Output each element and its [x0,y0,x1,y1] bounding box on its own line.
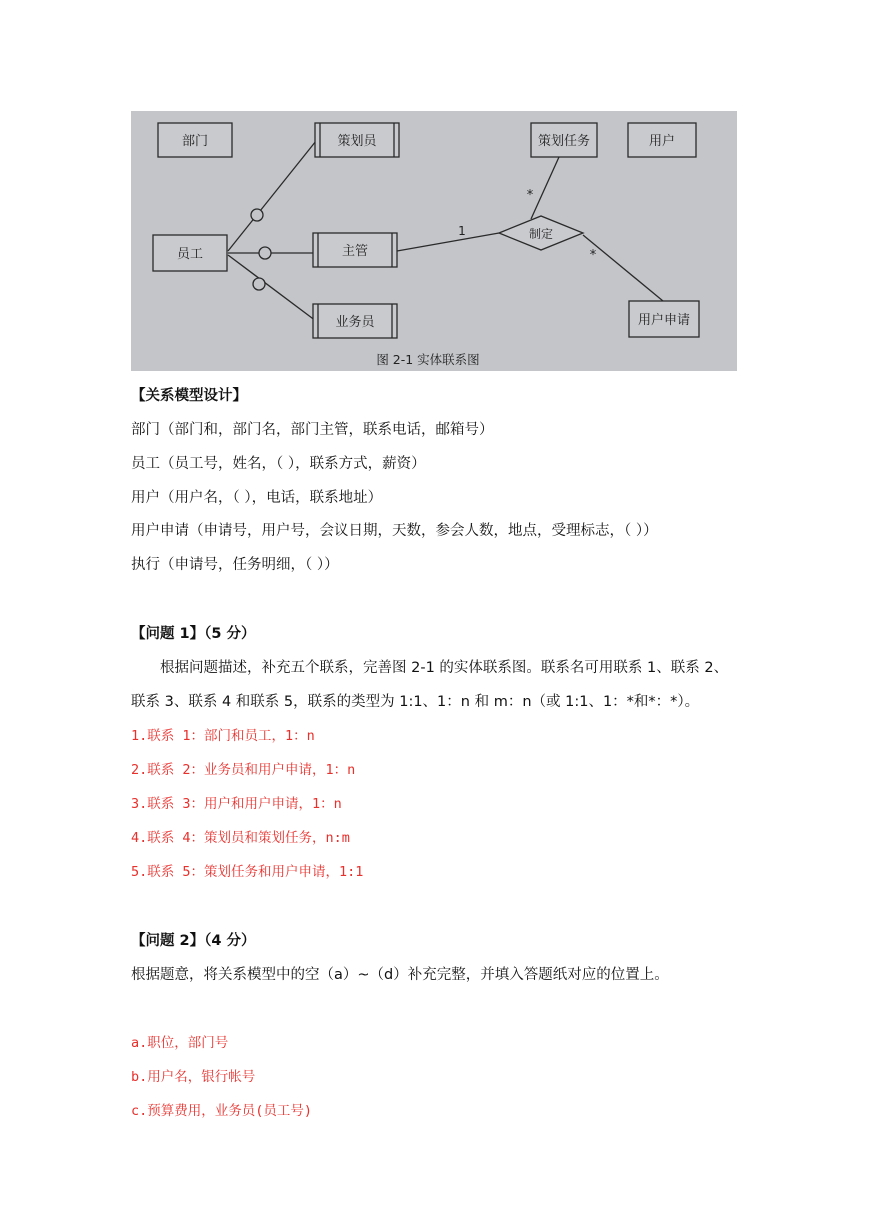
er-diagram [131,111,737,371]
line-employee-salesman [228,255,316,321]
subclass-circle-salesman [253,278,265,290]
line-relation-request [583,235,663,301]
model-heading: 【关系模型设计】 [131,388,247,404]
cardinality-one: 1 [458,224,466,238]
line-relation-task [531,157,559,219]
q1-answer-5: 5.联系 5：策划任务和用户申请，1:1 [131,864,364,880]
q2-answer-b: b.用户名，银行帐号 [131,1069,256,1085]
model-line-user: 用户（用户名，（ ），电话，联系地址） [131,490,383,506]
model-line-dept: 部门（部门和，部门名，部门主管，联系电话，邮箱号） [131,422,494,438]
q2-heading: 【问题 2】（4 分） [131,933,256,949]
er-diagram-svg [131,111,737,371]
q1-answer-4: 4.联系 4：策划员和策划任务，n:m [131,830,350,846]
model-line-employee: 员工（员工号，姓名，（ ），联系方式，薪资） [131,456,426,472]
q1-body-line1: 根据问题描述，补充五个联系，完善图 2-1 的实体联系图。联系名可用联系 1、联系 2、 [160,660,729,676]
line-manager-relation [397,233,499,251]
q2-body: 根据题意，将关系模型中的空（a）~（d）补充完整，并填入答题纸对应的位置上。 [131,967,669,983]
figure-caption: 图 2-1 实体联系图 [376,352,480,367]
subclass-circle-planner [251,209,263,221]
entity-task: 策划任务 [537,134,591,149]
entity-dept: 部门 [181,134,209,149]
line-employee-planner [228,141,316,251]
q1-answer-1: 1.联系 1：部门和员工，1：n [131,728,315,744]
entity-employee: 员工 [176,247,204,262]
entity-user: 用户 [648,134,676,149]
q2-answer-c: c.预算费用，业务员(员工号) [131,1103,313,1119]
entity-manager: 主管 [341,244,369,259]
cardinality-star-request: * [589,248,597,263]
model-line-execute: 执行（申请号，任务明细，（ ）） [131,557,339,573]
q1-heading: 【问题 1】（5 分） [131,626,256,642]
relationship-label: 制定 [528,227,554,241]
cardinality-star-task: * [526,188,534,203]
model-line-request: 用户申请（申请号，用户号，会议日期，天数，参会人数，地点，受理标志，（ ）） [131,523,658,539]
entity-planner: 策划员 [337,134,377,149]
entity-request: 用户申请 [637,313,691,328]
q1-body-line2: 联系 3、联系 4 和联系 5，联系的类型为 1:1、1：n 和 m：n（或 1:1、1：*和*：*）。 [131,694,700,710]
q1-answer-3: 3.联系 3：用户和用户申请，1：n [131,796,342,812]
entity-salesman: 业务员 [335,315,375,330]
q2-answer-a: a.职位，部门号 [131,1035,229,1051]
subclass-circle-manager [259,247,271,259]
q1-answer-2: 2.联系 2：业务员和用户申请，1：n [131,762,356,778]
